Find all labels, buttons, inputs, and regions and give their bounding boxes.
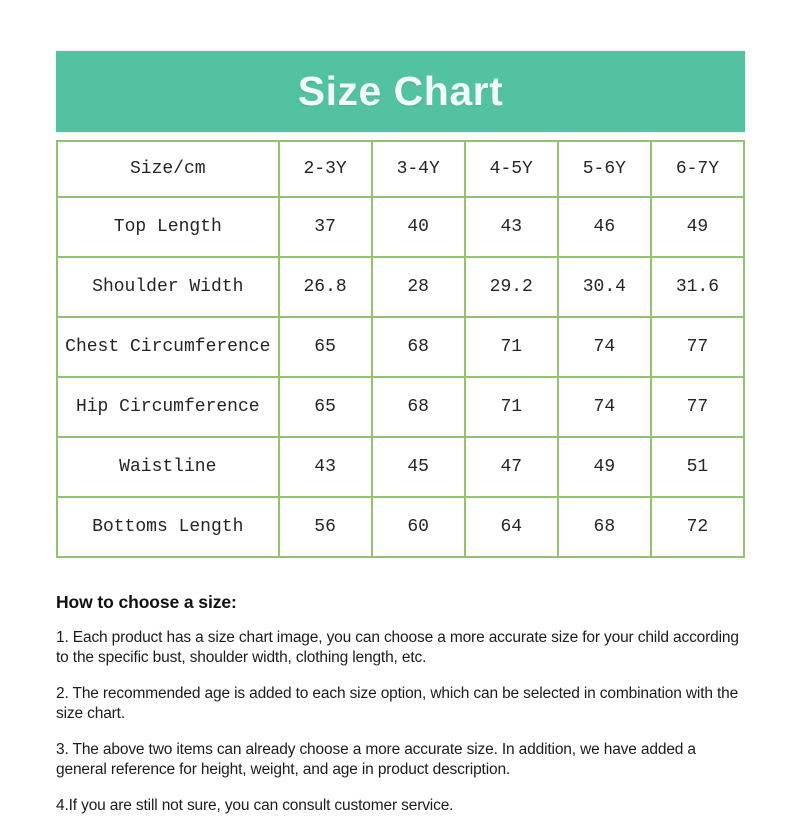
measurement-value-cell: 45 xyxy=(372,437,465,497)
measurement-label-cell: Waistline xyxy=(57,437,279,497)
measurement-label-cell: Bottoms Length xyxy=(57,497,279,557)
size-column-header-cell: 2-3Y xyxy=(279,141,372,197)
measurement-value-cell: 60 xyxy=(372,497,465,557)
size-column-header-cell: 5-6Y xyxy=(558,141,651,197)
note-item: 4.If you are still not sure, you can consult customer service. xyxy=(56,796,454,814)
measurement-value-cell: 29.2 xyxy=(465,257,558,317)
measurement-value-cell: 74 xyxy=(558,377,651,437)
notes-list xyxy=(56,628,748,816)
measurement-label-cell: Chest Circumference xyxy=(57,317,279,377)
measurement-value-cell: 37 xyxy=(279,197,372,257)
measurement-value-cell: 30.4 xyxy=(558,257,651,317)
table-row xyxy=(57,437,744,497)
size-notes xyxy=(56,592,748,816)
size-column-header-cell: 6-7Y xyxy=(651,141,744,197)
measurement-value-cell: 28 xyxy=(372,257,465,317)
size-table-head xyxy=(57,141,744,197)
measurement-value-cell: 68 xyxy=(372,377,465,437)
size-column-header-cell: 3-4Y xyxy=(372,141,465,197)
measurement-value-cell: 31.6 xyxy=(651,257,744,317)
measurement-value-cell: 43 xyxy=(279,437,372,497)
size-table xyxy=(56,140,745,558)
measurement-value-cell: 77 xyxy=(651,377,744,437)
measurement-value-cell: 26.8 xyxy=(279,257,372,317)
measurement-value-cell: 43 xyxy=(465,197,558,257)
measurement-value-cell: 71 xyxy=(465,317,558,377)
measurement-value-cell: 51 xyxy=(651,437,744,497)
notes-heading: How to choose a size: xyxy=(56,592,237,612)
size-table-body xyxy=(57,197,744,557)
size-column-header-cell: 4-5Y xyxy=(465,141,558,197)
page-title: Size Chart xyxy=(297,68,504,114)
size-table-header-row xyxy=(57,141,744,197)
measurement-value-cell: 65 xyxy=(279,317,372,377)
measurement-value-cell: 46 xyxy=(558,197,651,257)
measurement-value-cell: 47 xyxy=(465,437,558,497)
size-chart-banner xyxy=(56,51,745,132)
measurement-label-cell: Hip Circumference xyxy=(57,377,279,437)
table-row xyxy=(57,197,744,257)
measurement-value-cell: 77 xyxy=(651,317,744,377)
measurement-value-cell: 68 xyxy=(372,317,465,377)
table-row xyxy=(57,497,744,557)
measurement-value-cell: 64 xyxy=(465,497,558,557)
measurement-value-cell: 56 xyxy=(279,497,372,557)
note-item: 3. The above two items can already choose a more accurate size. In addition, we have added a general reference for height, weight, and age in product description. xyxy=(56,740,696,779)
measurement-value-cell: 40 xyxy=(372,197,465,257)
measurement-value-cell: 65 xyxy=(279,377,372,437)
measurement-value-cell: 71 xyxy=(465,377,558,437)
measurement-value-cell: 49 xyxy=(651,197,744,257)
note-item: 2. The recommended age is added to each size option, which can be selected in combination with the size chart. xyxy=(56,684,739,723)
table-row xyxy=(57,257,744,317)
measurement-value-cell: 72 xyxy=(651,497,744,557)
measurement-value-cell: 74 xyxy=(558,317,651,377)
table-row xyxy=(57,317,744,377)
measurement-label-cell: Shoulder Width xyxy=(57,257,279,317)
measurement-value-cell: 49 xyxy=(558,437,651,497)
note-item: 1. Each product has a size chart image, you can choose a more accurate size for your child according to the specific bust, shoulder width, clothing length, etc. xyxy=(56,629,739,667)
table-row xyxy=(57,377,744,437)
size-unit-header-cell: Size/cm xyxy=(57,141,279,197)
measurement-value-cell: 68 xyxy=(558,497,651,557)
measurement-label-cell: Top Length xyxy=(57,197,279,257)
